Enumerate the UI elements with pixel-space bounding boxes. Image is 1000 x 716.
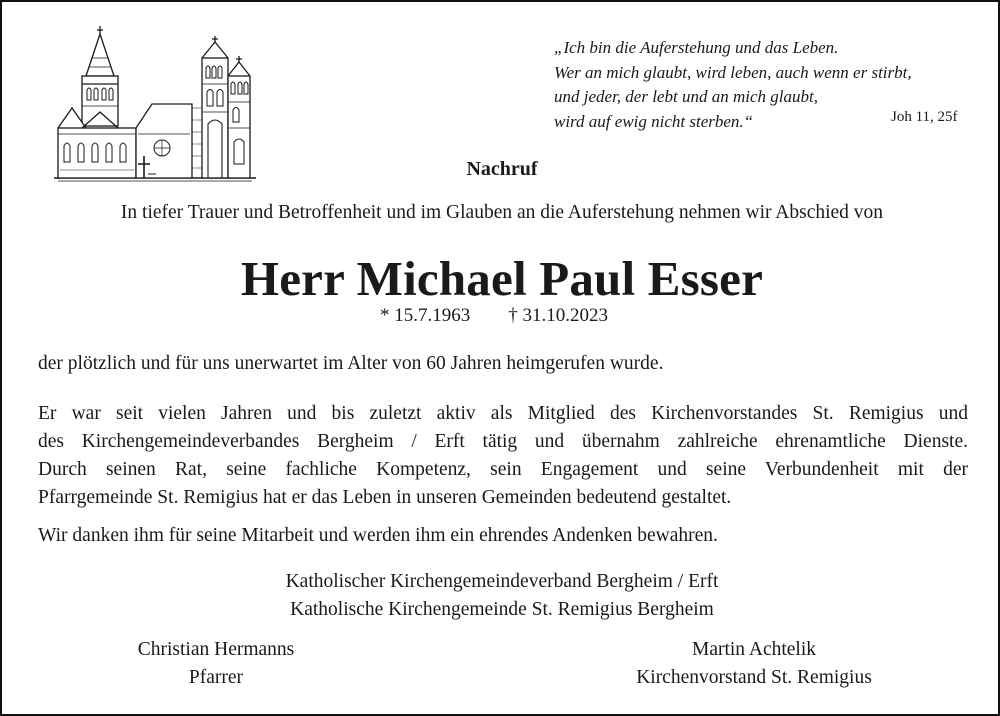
quote-reference: Joh 11, 25f	[891, 109, 958, 125]
signature-right	[584, 636, 924, 692]
signatory-name: Martin Achtelik	[691, 639, 817, 660]
body-paragraph-3: Wir danken ihm für seine Mitarbeit und werden ihm ein ehrendes Andenken bewahren.	[38, 525, 718, 546]
quote-line: Wer an mich glaubt, wird leben, auch wenn er stirbt,	[554, 62, 912, 82]
signatory-name: Christian Hermanns	[137, 639, 295, 660]
signatory-role: Kirchenvorstand St. Remigius	[636, 667, 872, 688]
paragraph-line: Pfarrgemeinde St. Remigius hat er das Leben in unseren Gemeinden bedeutend gestaltet.	[38, 487, 732, 508]
intro-text: In tiefer Trauer und Betroffenheit und im Glauben an die Auferstehung nehmen wir Abschied von	[120, 202, 884, 223]
quote-line: und jeder, der lebt und an mich glaubt,	[554, 87, 818, 106]
birth-date: * 15.7.1963	[380, 305, 471, 326]
signature-left	[46, 636, 386, 692]
deceased-name: Herr Michael Paul Esser	[240, 251, 764, 306]
body-paragraph-1: der plötzlich und für uns unerwartet im Alter von 60 Jahren heimgerufen wurde.	[38, 353, 664, 374]
notice-heading: Nachruf	[466, 158, 538, 180]
death-date: † 31.10.2023	[508, 305, 608, 326]
organizations	[2, 568, 1000, 624]
life-dates	[380, 305, 608, 327]
body-paragraph-2	[38, 400, 968, 512]
organization-name: Katholische Kirchengemeinde St. Remigius Bergheim	[290, 599, 714, 620]
quote-line: „Ich bin die Auferstehung und das Leben.	[554, 38, 839, 57]
paragraph-line: Durch seinen Rat, seine fachliche Kompetenz, sein Engagement und seine Verbundenheit mit der	[38, 459, 968, 480]
paragraph-line: Er war seit vielen Jahren und bis zuletzt aktiv als Mitglied des Kirchenvorstandes St. Remigius und	[38, 403, 968, 424]
paragraph-line: des Kirchengemeindeverbandes Bergheim / Erft tätig und übernahm zahlreiche ehrenamtliche Dienste.	[38, 431, 968, 452]
quote-line: wird auf ewig nicht sterben.“	[554, 111, 754, 131]
signatory-role: Pfarrer	[188, 667, 244, 688]
organization-name: Katholischer Kirchengemeindeverband Bergheim / Erft	[285, 571, 719, 592]
